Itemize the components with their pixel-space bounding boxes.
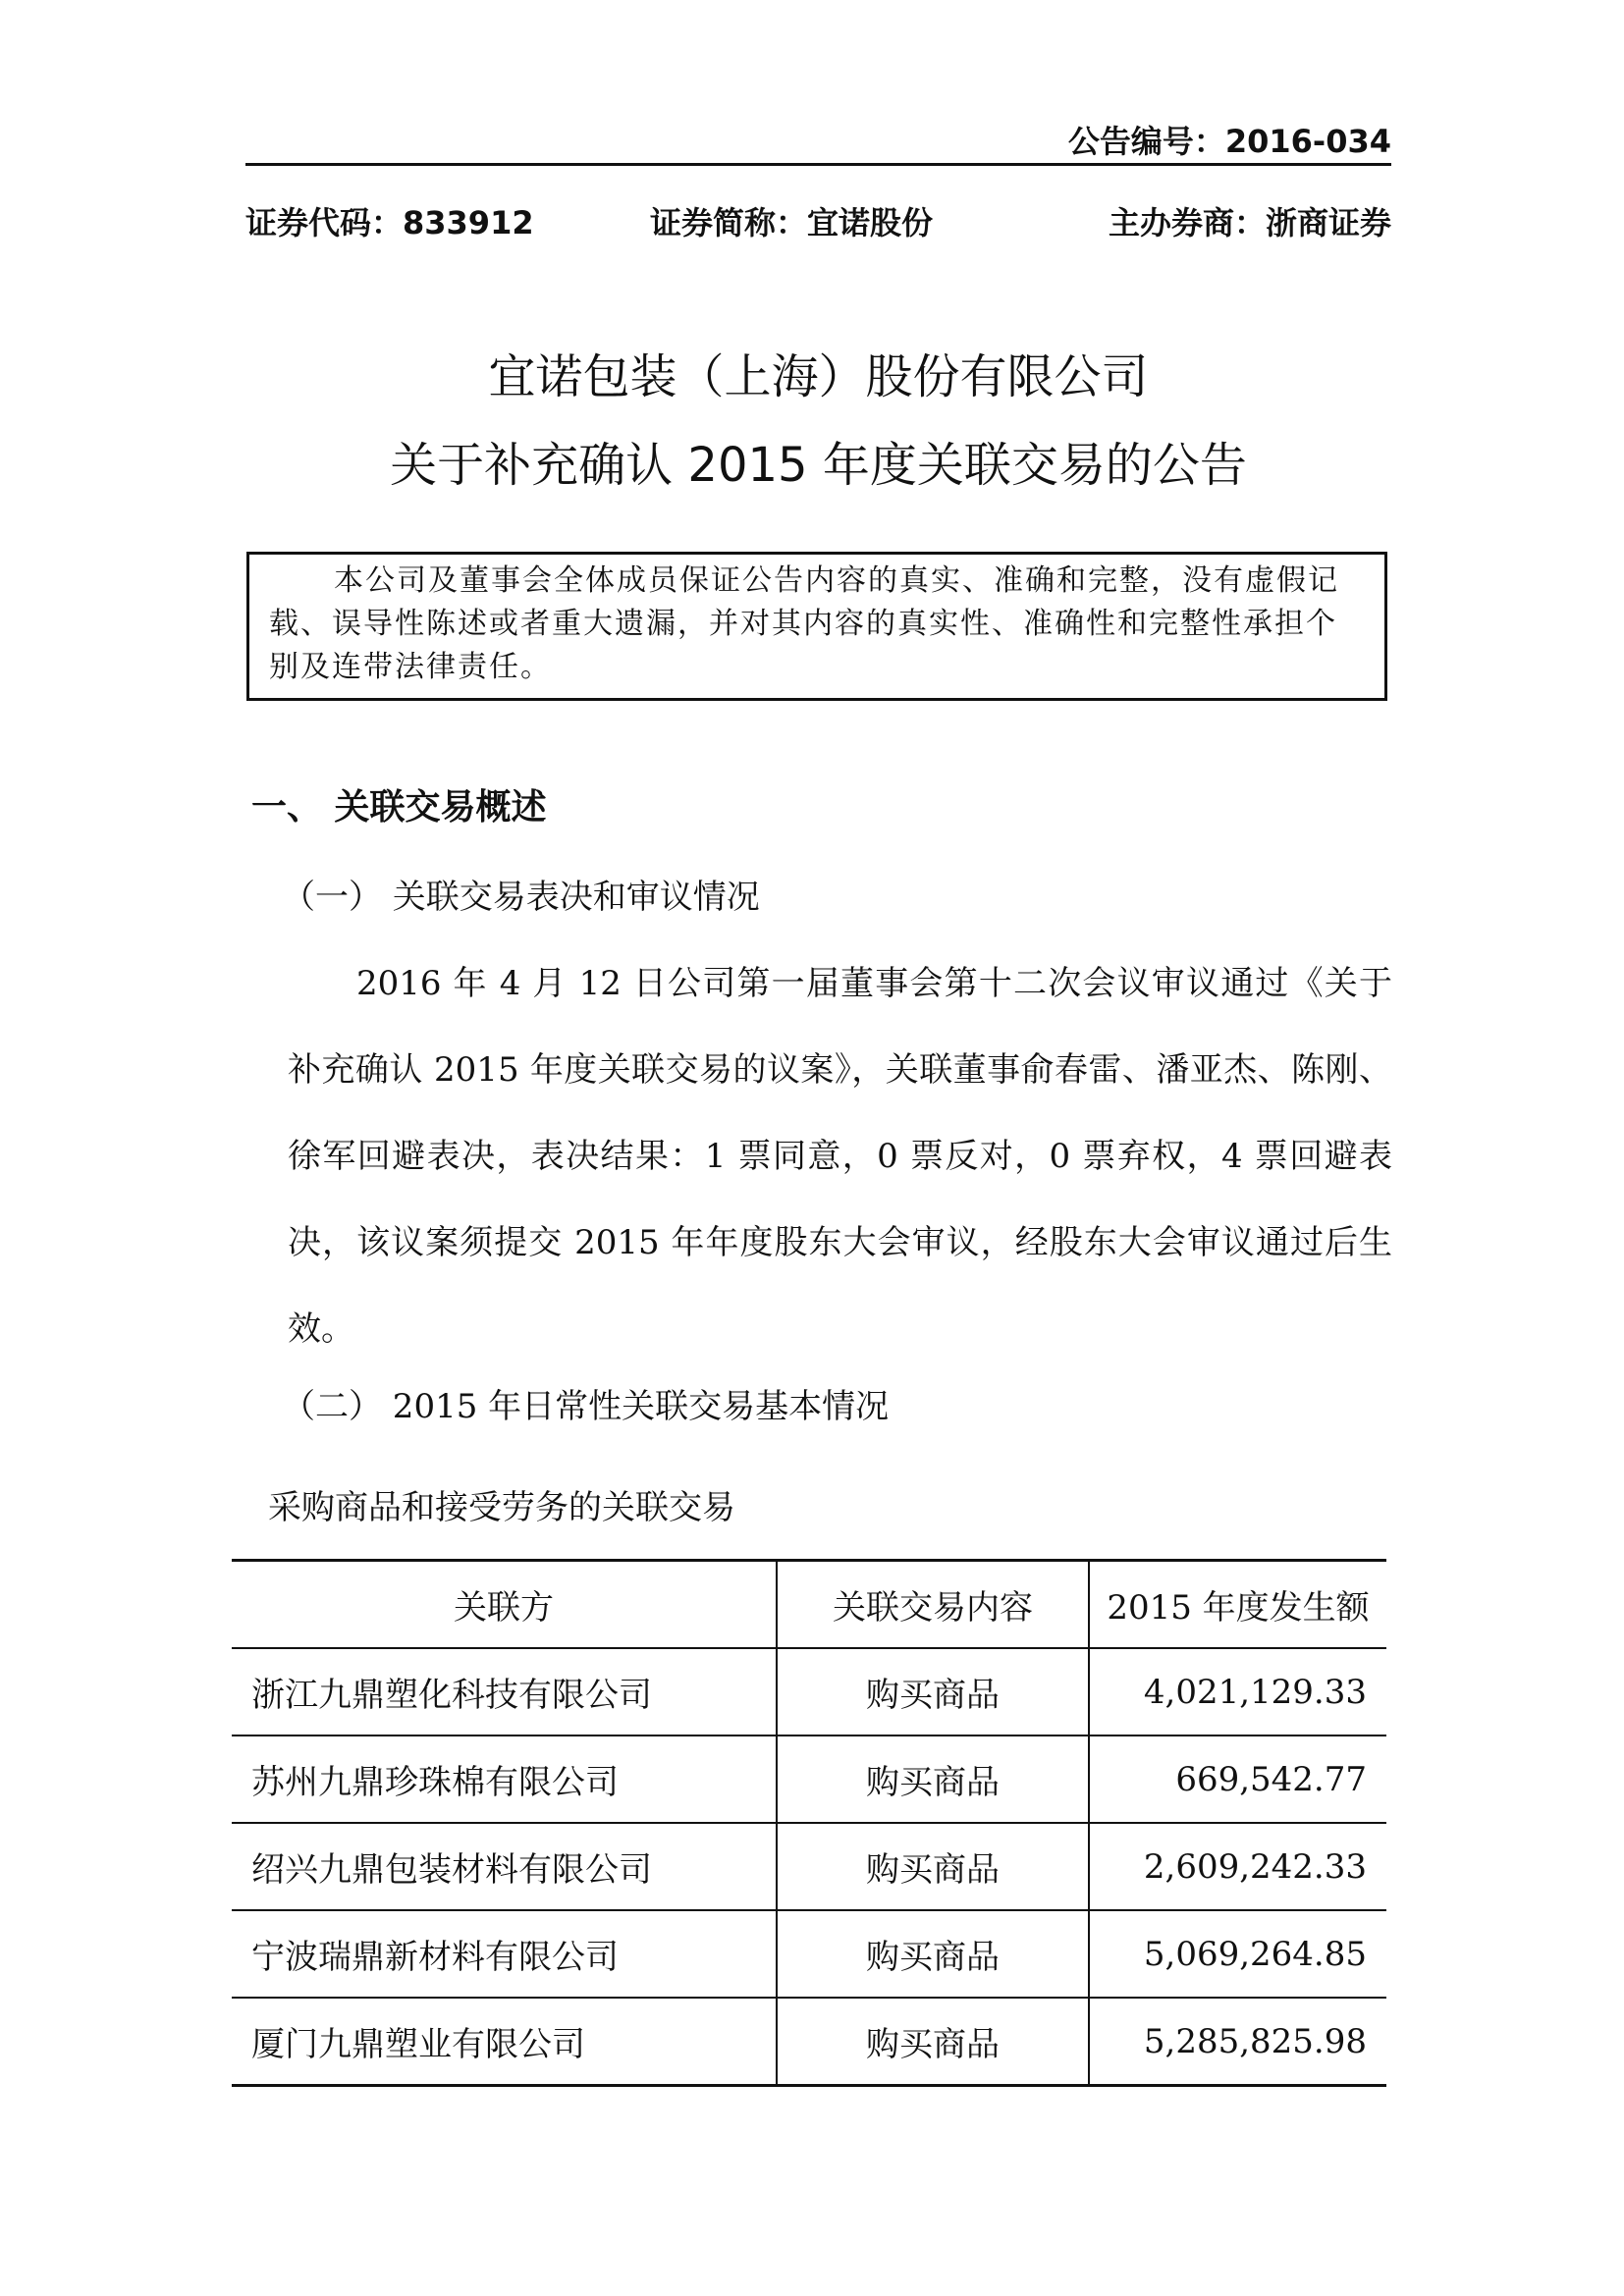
section-heading-overview: 一、 关联交易概述 [251, 787, 547, 828]
transaction-content-cell: 购买商品 [777, 1910, 1089, 1998]
subsection-heading-daily-transactions: （二） 2015 年日常性关联交易基本情况 [282, 1387, 890, 1426]
column-header-transaction-content: 关联交易内容 [777, 1561, 1089, 1649]
security-code: 证券代码：833912 [245, 204, 534, 241]
amount-cell: 4,021,129.33 [1089, 1648, 1386, 1735]
table-caption: 采购商品和接受劳务的关联交易 [268, 1488, 735, 1527]
transaction-content-cell: 购买商品 [777, 1735, 1089, 1823]
table-row [232, 1823, 1386, 1910]
transaction-content-cell: 购买商品 [777, 1823, 1089, 1910]
table-row [232, 1998, 1386, 2086]
announcement-title: 关于补充确认 2015 年度关联交易的公告 [390, 438, 1247, 493]
related-party-cell: 苏州九鼎珍珠棉有限公司 [232, 1735, 777, 1823]
subsection-heading-voting: （一） 关联交易表决和审议情况 [282, 878, 760, 917]
transaction-content-cell: 购买商品 [777, 1998, 1089, 2086]
amount-cell: 5,285,825.98 [1089, 1998, 1386, 2086]
table-row [232, 1735, 1386, 1823]
header-divider [245, 163, 1391, 166]
transaction-content-cell: 购买商品 [777, 1648, 1089, 1735]
related-transactions-table [232, 1559, 1386, 2087]
column-header-amount-2015: 2015 年度发生额 [1089, 1561, 1386, 1649]
related-party-cell: 浙江九鼎塑化科技有限公司 [232, 1648, 777, 1735]
announcement-number: 公告编号：2016-034 [1067, 123, 1391, 160]
table-row [232, 1910, 1386, 1998]
related-party-cell: 厦门九鼎塑业有限公司 [232, 1998, 777, 2086]
column-header-related-party: 关联方 [232, 1561, 777, 1649]
board-statement-box [246, 552, 1387, 701]
related-party-cell: 绍兴九鼎包装材料有限公司 [232, 1823, 777, 1910]
board-statement-text: 本公司及董事会全体成员保证公告内容的真实、准确和完整，没有虚假记载、误导性陈述或者重大遗漏，并对其内容的真实性、准确性和完整性承担个别及连带法律责任。 [269, 563, 1339, 684]
security-info-row [245, 198, 1391, 243]
security-abbreviation: 证券简称：宜诺股份 [650, 204, 934, 241]
amount-cell: 2,609,242.33 [1089, 1823, 1386, 1910]
company-title: 宜诺包装（上海）股份有限公司 [488, 349, 1149, 404]
voting-paragraph-text: 2016 年 4 月 12 日公司第一届董事会第十二次会议审议通过《关于补充确认 2015 年度关联交易的议案》，关联董事俞春雷、潘亚杰、陈刚、徐军回避表决，表决结果：1 票同意，0 票反对，0 票弃权，4 票回避表决，该议案须提交 2015 年年度股东大会审议，经股东大会审议通过后生效。 [288, 964, 1392, 1349]
table-row [232, 1648, 1386, 1735]
voting-paragraph [288, 940, 1392, 1372]
amount-cell: 5,069,264.85 [1089, 1910, 1386, 1998]
sponsor-broker: 主办券商：浙商证券 [1108, 204, 1391, 241]
amount-cell: 669,542.77 [1089, 1735, 1386, 1823]
table-header-row [232, 1561, 1386, 1649]
related-party-cell: 宁波瑞鼎新材料有限公司 [232, 1910, 777, 1998]
